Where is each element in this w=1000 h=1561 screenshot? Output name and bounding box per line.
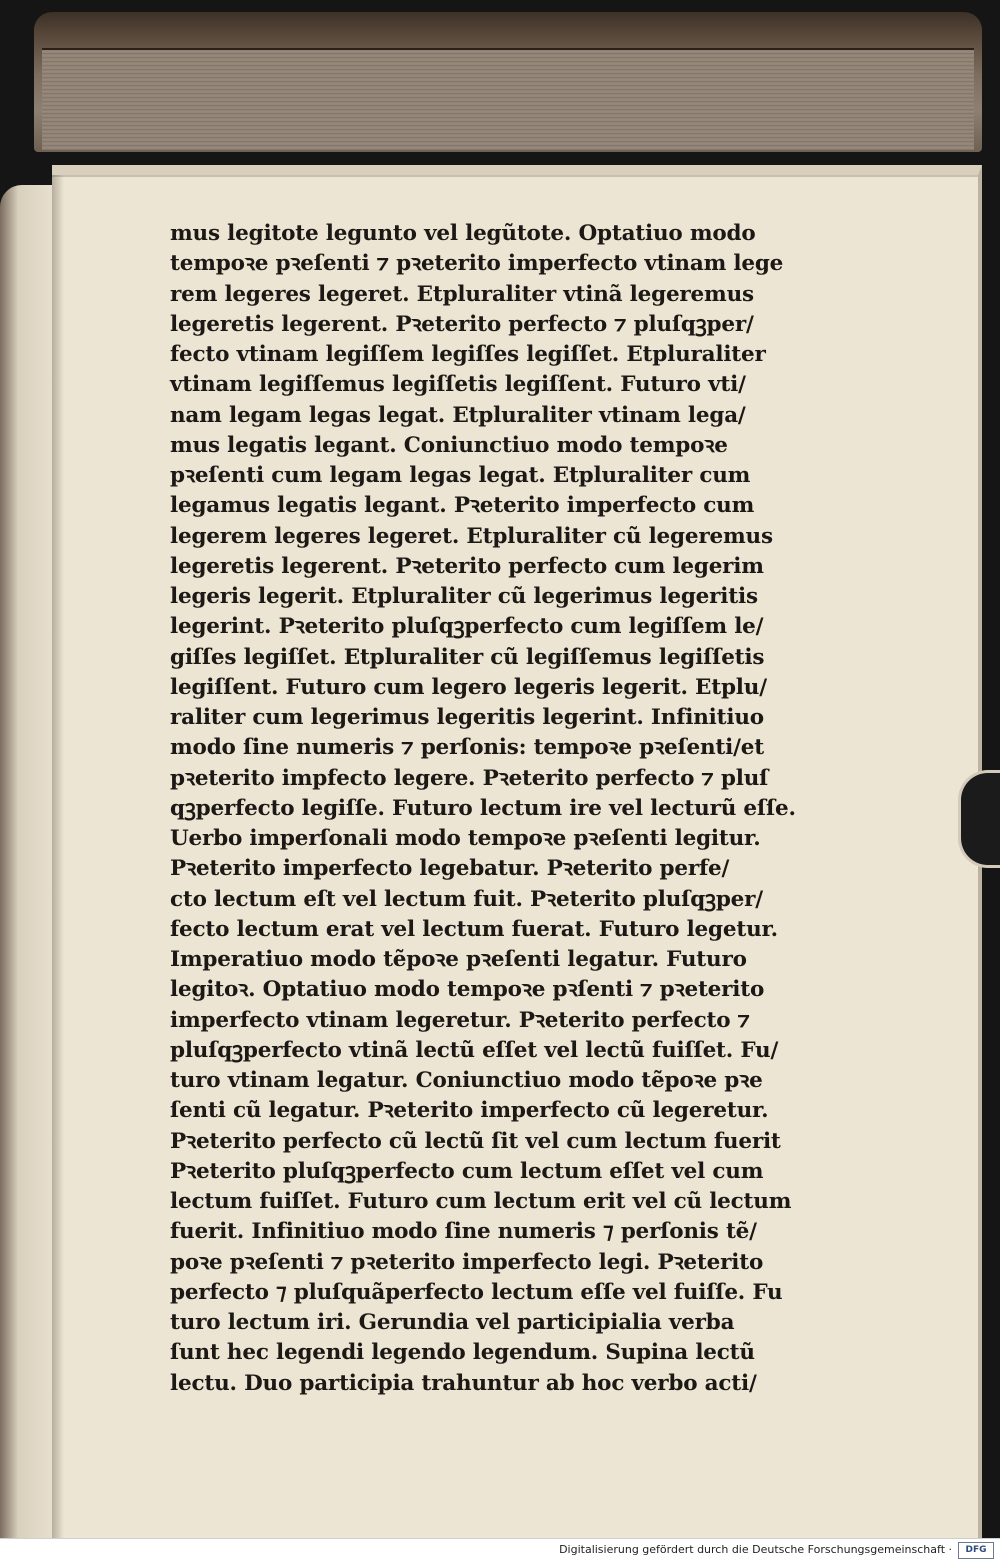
text-line: Pꝛeterito imperfecto legebatur. Pꝛeterito perfe/ <box>170 856 730 882</box>
text-line: legeris legerit. Etpluraliter cũ legerimus legeritis <box>170 584 758 609</box>
text-line: legitoꝛ. Optatiuo modo tempoꝛe pꝛſenti ⁊ pꝛeterito <box>170 977 765 1003</box>
text-line: Pꝛeterito perfecto cũ lectũ ſit vel cum lectum fuerit <box>170 1128 781 1154</box>
funding-notice: Digitalisierung gefördert durch die Deutsche Forschungsgemeinschaft · <box>559 1543 952 1556</box>
book-page <box>52 165 982 1550</box>
text-line: modo ſine numeris ⁊ perſonis: tempoꝛe pꝛeſenti/et <box>170 735 764 761</box>
text-line: pꝛeterito impfecto legere. Pꝛeterito perfecto ⁊ pluſ <box>170 765 769 791</box>
text-line: fecto lectum erat vel lectum fuerat. Futuro legetur. <box>170 916 778 942</box>
text-line: legamus legatis legant. Pꝛeterito imperfecto cum <box>170 493 755 519</box>
book-top-edge <box>34 12 982 152</box>
page-block-edge <box>42 48 974 150</box>
text-line: Imperatiuo modo tẽpoꝛe pꝛeſenti legatur. Futuro <box>170 947 747 972</box>
text-line: vtinam legiſſemus legiſſetis legiſſent. Futuro vti/ <box>170 372 746 398</box>
text-line: tempoꝛe pꝛeſenti ⁊ pꝛeterito imperfecto vtinam lege <box>170 251 784 277</box>
book-clasp <box>958 770 1000 868</box>
text-line: legerint. Pꝛeterito pluſqꝫperfecto cum legiſſem le/ <box>170 614 764 640</box>
text-line: legerem legeres legeret. Etpluraliter cũ legeremus <box>170 523 773 549</box>
text-line: lectu. Duo participia trahuntur ab hoc verbo acti/ <box>170 1370 757 1396</box>
text-line: mus legitote legunto vel legũtote. Optatiuo modo <box>170 221 756 246</box>
text-line: fuerit. Infinitiuo modo ſine numeris ⁊ perſonis tẽ/ <box>170 1219 757 1245</box>
text-line: turo vtinam legatur. Coniunctiuo modo tẽpoꝛe pꝛe <box>170 1068 763 1093</box>
text-line: nam legam legas legat. Etpluraliter vtinam lega/ <box>170 402 746 428</box>
text-line: raliter cum legerimus legeritis legerint. Infinitiuo <box>170 705 764 730</box>
text-line: legeretis legerent. Pꝛeterito perfecto ⁊ pluſqꝫper/ <box>170 311 754 337</box>
text-line: legeretis legerent. Pꝛeterito perfecto cum legerim <box>170 553 764 579</box>
left-page-edge <box>0 185 52 1540</box>
text-line: poꝛe pꝛeſenti ⁊ pꝛeterito imperfecto legi. Pꝛeterito <box>170 1249 764 1275</box>
text-line: rem legeres legeret. Etpluraliter vtinã legeremus <box>170 281 754 307</box>
text-line: cto lectum eſt vel lectum fuit. Pꝛeterito pluſqꝫper/ <box>170 886 763 912</box>
text-line: imperfecto vtinam legeretur. Pꝛeterito perfecto ⁊ <box>170 1007 750 1033</box>
gutter-shadow <box>52 175 64 1550</box>
text-line: fecto vtinam legiſſem legiſſes legiſſet. Etpluraliter <box>170 342 766 367</box>
text-line: perfecto ⁊ pluſquãperfecto lectum eſſe vel fuiſſe. Fu <box>170 1279 783 1305</box>
text-line: ſunt hec legendi legendo legendum. Supina lectũ <box>170 1340 755 1366</box>
text-line: mus legatis legant. Coniunctiuo modo tempoꝛe <box>170 432 728 458</box>
text-line: Pꝛeterito pluſqꝫperfecto cum lectum eſſet vel cum <box>170 1158 764 1184</box>
text-line: legiſſent. Futuro cum legero legeris legerit. Etplu/ <box>170 674 767 700</box>
text-line: Uerbo imperſonali modo tempoꝛe pꝛeſenti legitur. <box>170 826 761 851</box>
page-text <box>170 219 830 1399</box>
text-line: turo lectum iri. Gerundia vel participialia verba <box>170 1310 735 1335</box>
text-line: pꝛeſenti cum legam legas legat. Etpluraliter cum <box>170 463 751 488</box>
text-line: lectum fuiſſet. Futuro cum lectum erit vel cũ lectum <box>170 1189 792 1214</box>
text-line: giſſes legiſſet. Etpluraliter cũ legiſſemus legiſſetis <box>170 644 765 670</box>
text-line: qꝫperfecto legiſſe. Futuro lectum ire vel lecturũ eſſe. <box>170 795 796 821</box>
footer-bar <box>0 1538 1000 1561</box>
text-line: pluſqꝫperfecto vtinã lectũ eſſet vel lectũ fuiſſet. Fu/ <box>170 1037 779 1063</box>
dfg-logo: DFG <box>958 1542 994 1559</box>
text-line: ſenti cũ legatur. Pꝛeterito imperfecto cũ legeretur. <box>170 1098 769 1124</box>
